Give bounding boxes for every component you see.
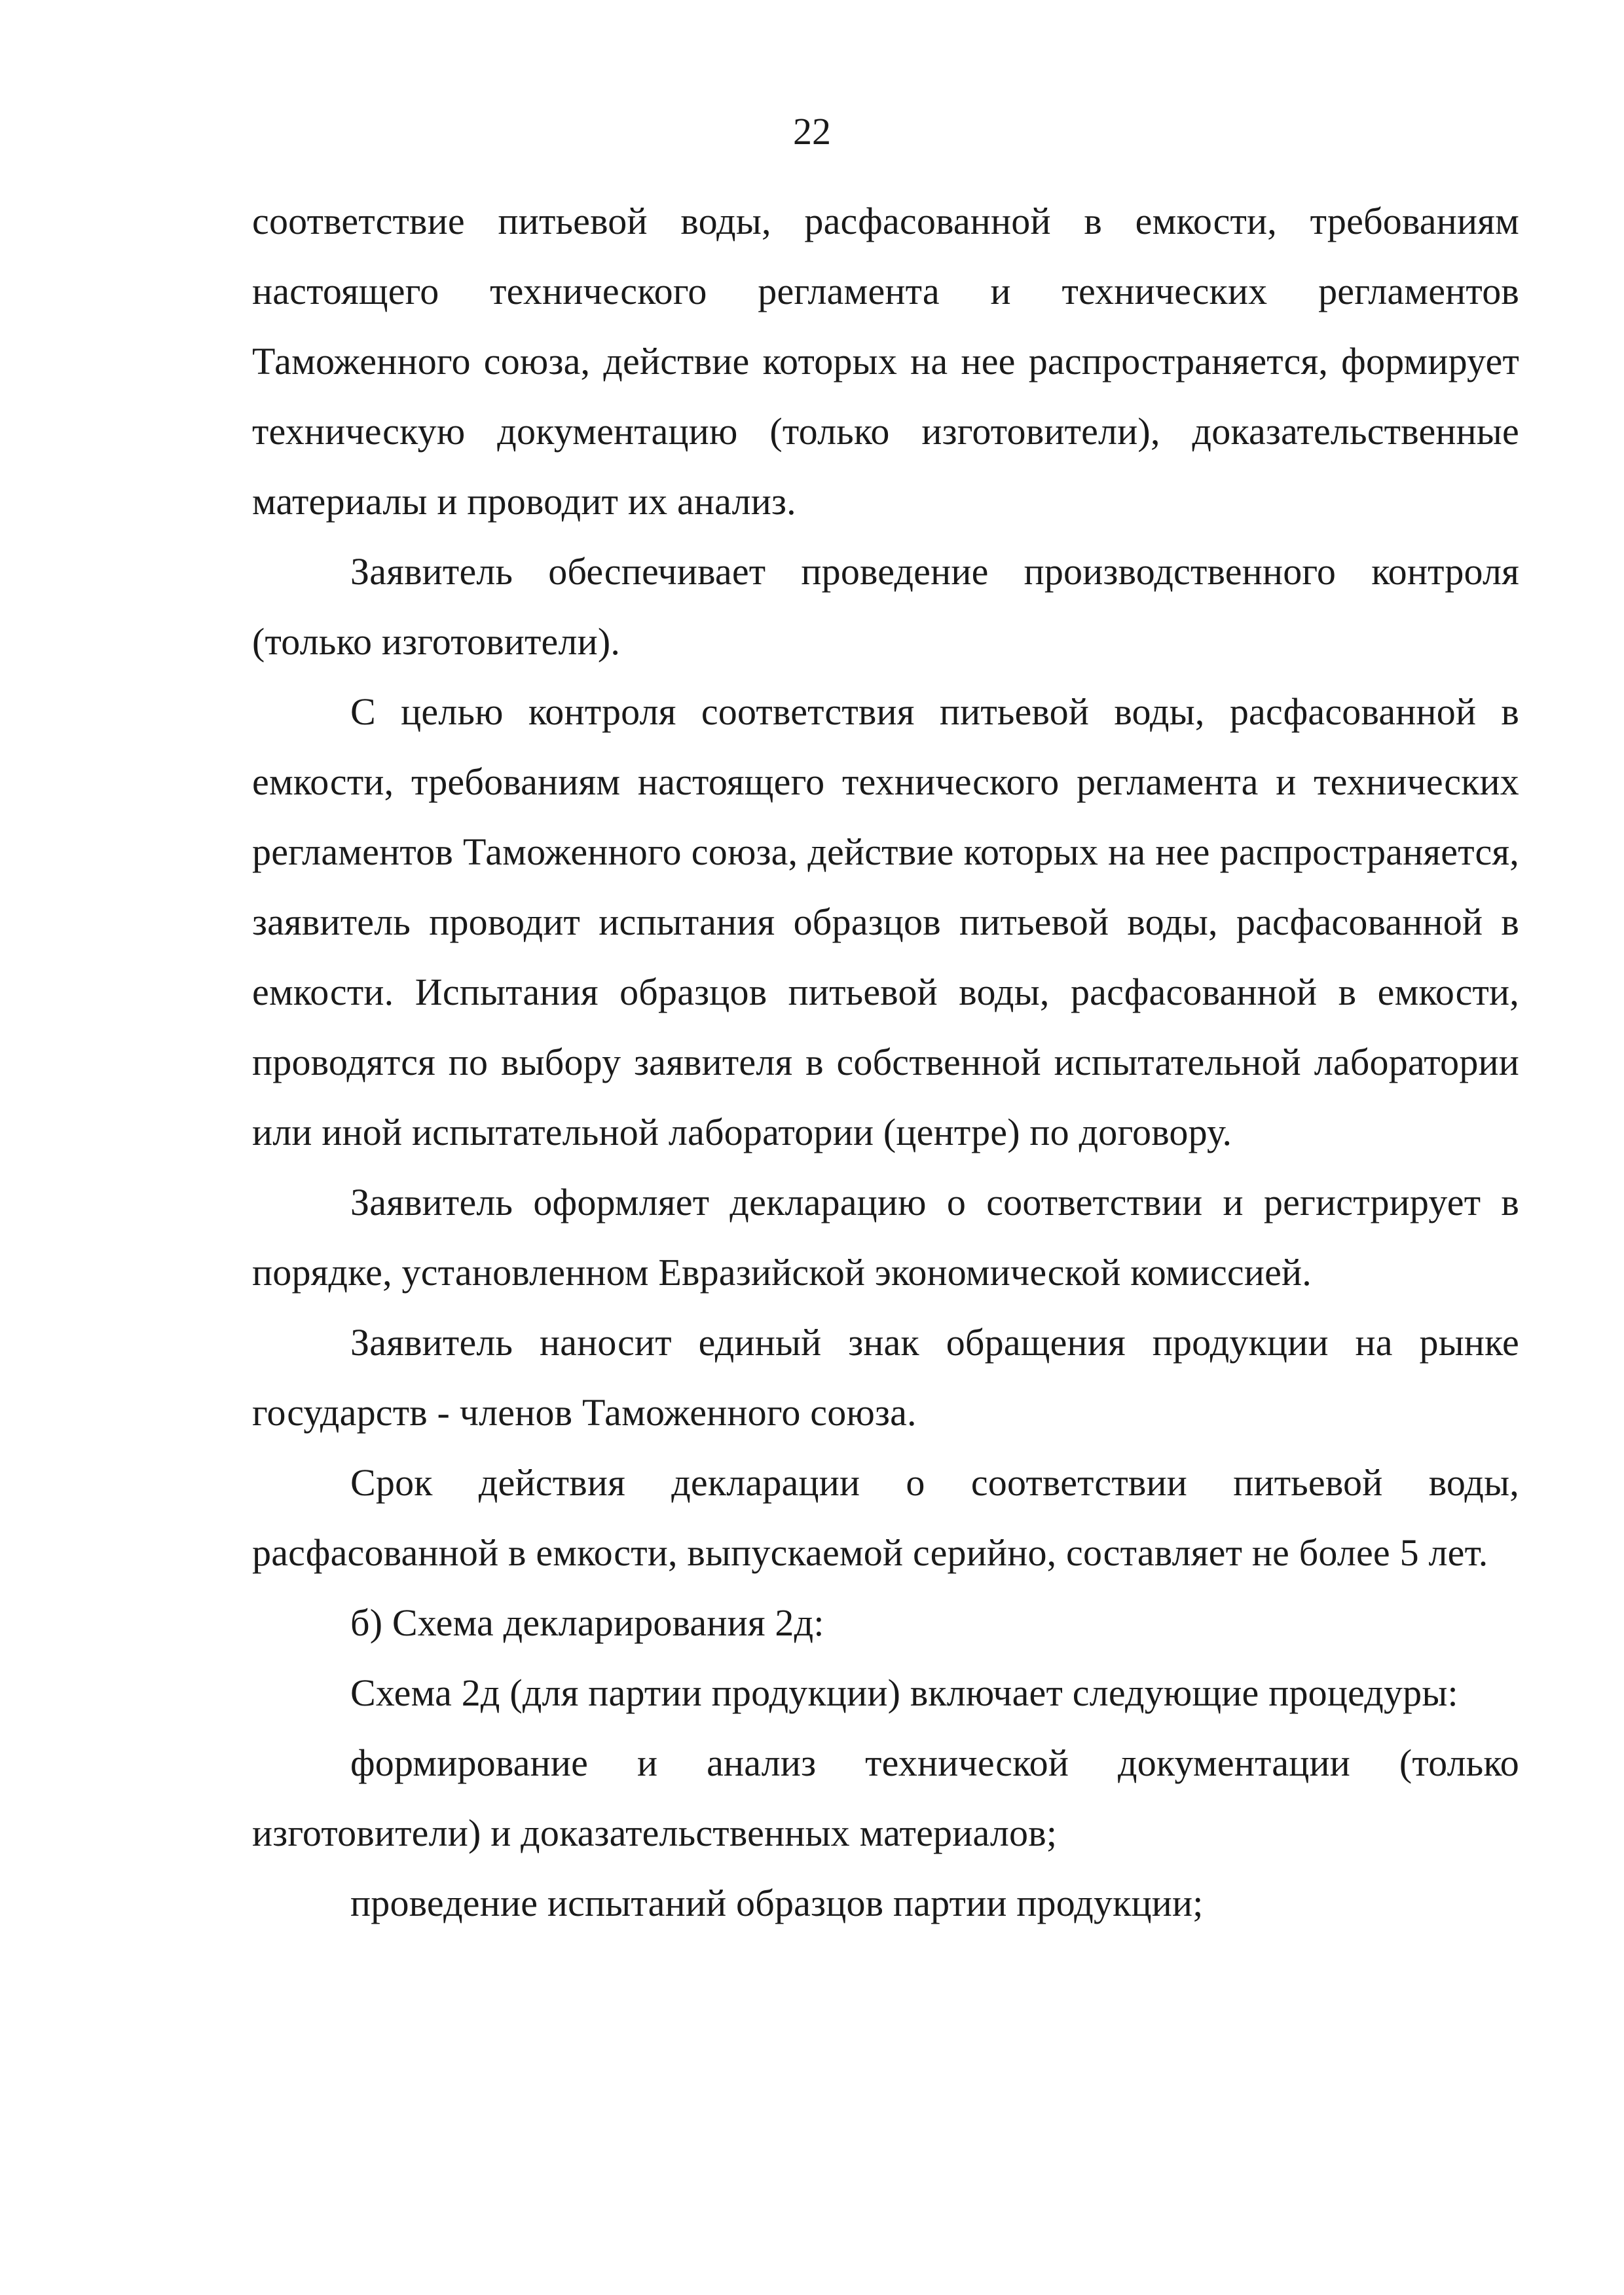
paragraph-declaration-registration: Заявитель оформляет декларацию о соответствии и регистрирует в порядке, установленном Евразийской экономической комиссией. (252, 1181, 1519, 1294)
heading-scheme-2d: б) Схема декларирования 2д: (350, 1601, 824, 1644)
list-item-documentation: формирование и анализ технической документации (только изготовители) и доказательственных материалов; (252, 1742, 1519, 1854)
list-item-testing: проведение испытаний образцов партии продукции; (350, 1882, 1204, 1924)
paragraph-conformity-mark: Заявитель наносит единый знак обращения продукции на рынке государств - членов Таможенного союза. (252, 1321, 1519, 1434)
document-body (252, 186, 1519, 1938)
paragraph-continuation: соответствие питьевой воды, расфасованной в емкости, требованиям настоящего технического регламента и технических регламентов Таможенного союза, действие которых на нее распространяется, формирует техническую документацию (только изготовители), доказательственные материалы и проводит их анализ. (252, 200, 1519, 523)
paragraph-production-control: Заявитель обеспечивает проведение производственного контроля (только изготовители). (252, 550, 1519, 663)
paragraph-validity-period: Срок действия декларации о соответствии питьевой воды, расфасованной в емкости, выпускаемой серийно, составляет не более 5 лет. (252, 1461, 1519, 1574)
paragraph-sample-testing: С целью контроля соответствия питьевой воды, расфасованной в емкости, требованиям настоящего технического регламента и технических регламентов Таможенного союза, действие которых на нее распространяется, заявитель проводит испытания образцов питьевой воды, расфасованной в емкости. Испытания образцов питьевой воды, расфасованной в емкости, проводятся по выбору заявителя в собственной испытательной лаборатории или иной испытательной лаборатории (центре) по договору. (252, 690, 1519, 1153)
paragraph-scheme-procedures: Схема 2д (для партии продукции) включает следующие процедуры: (350, 1671, 1458, 1714)
page-number: 22 (793, 110, 831, 153)
